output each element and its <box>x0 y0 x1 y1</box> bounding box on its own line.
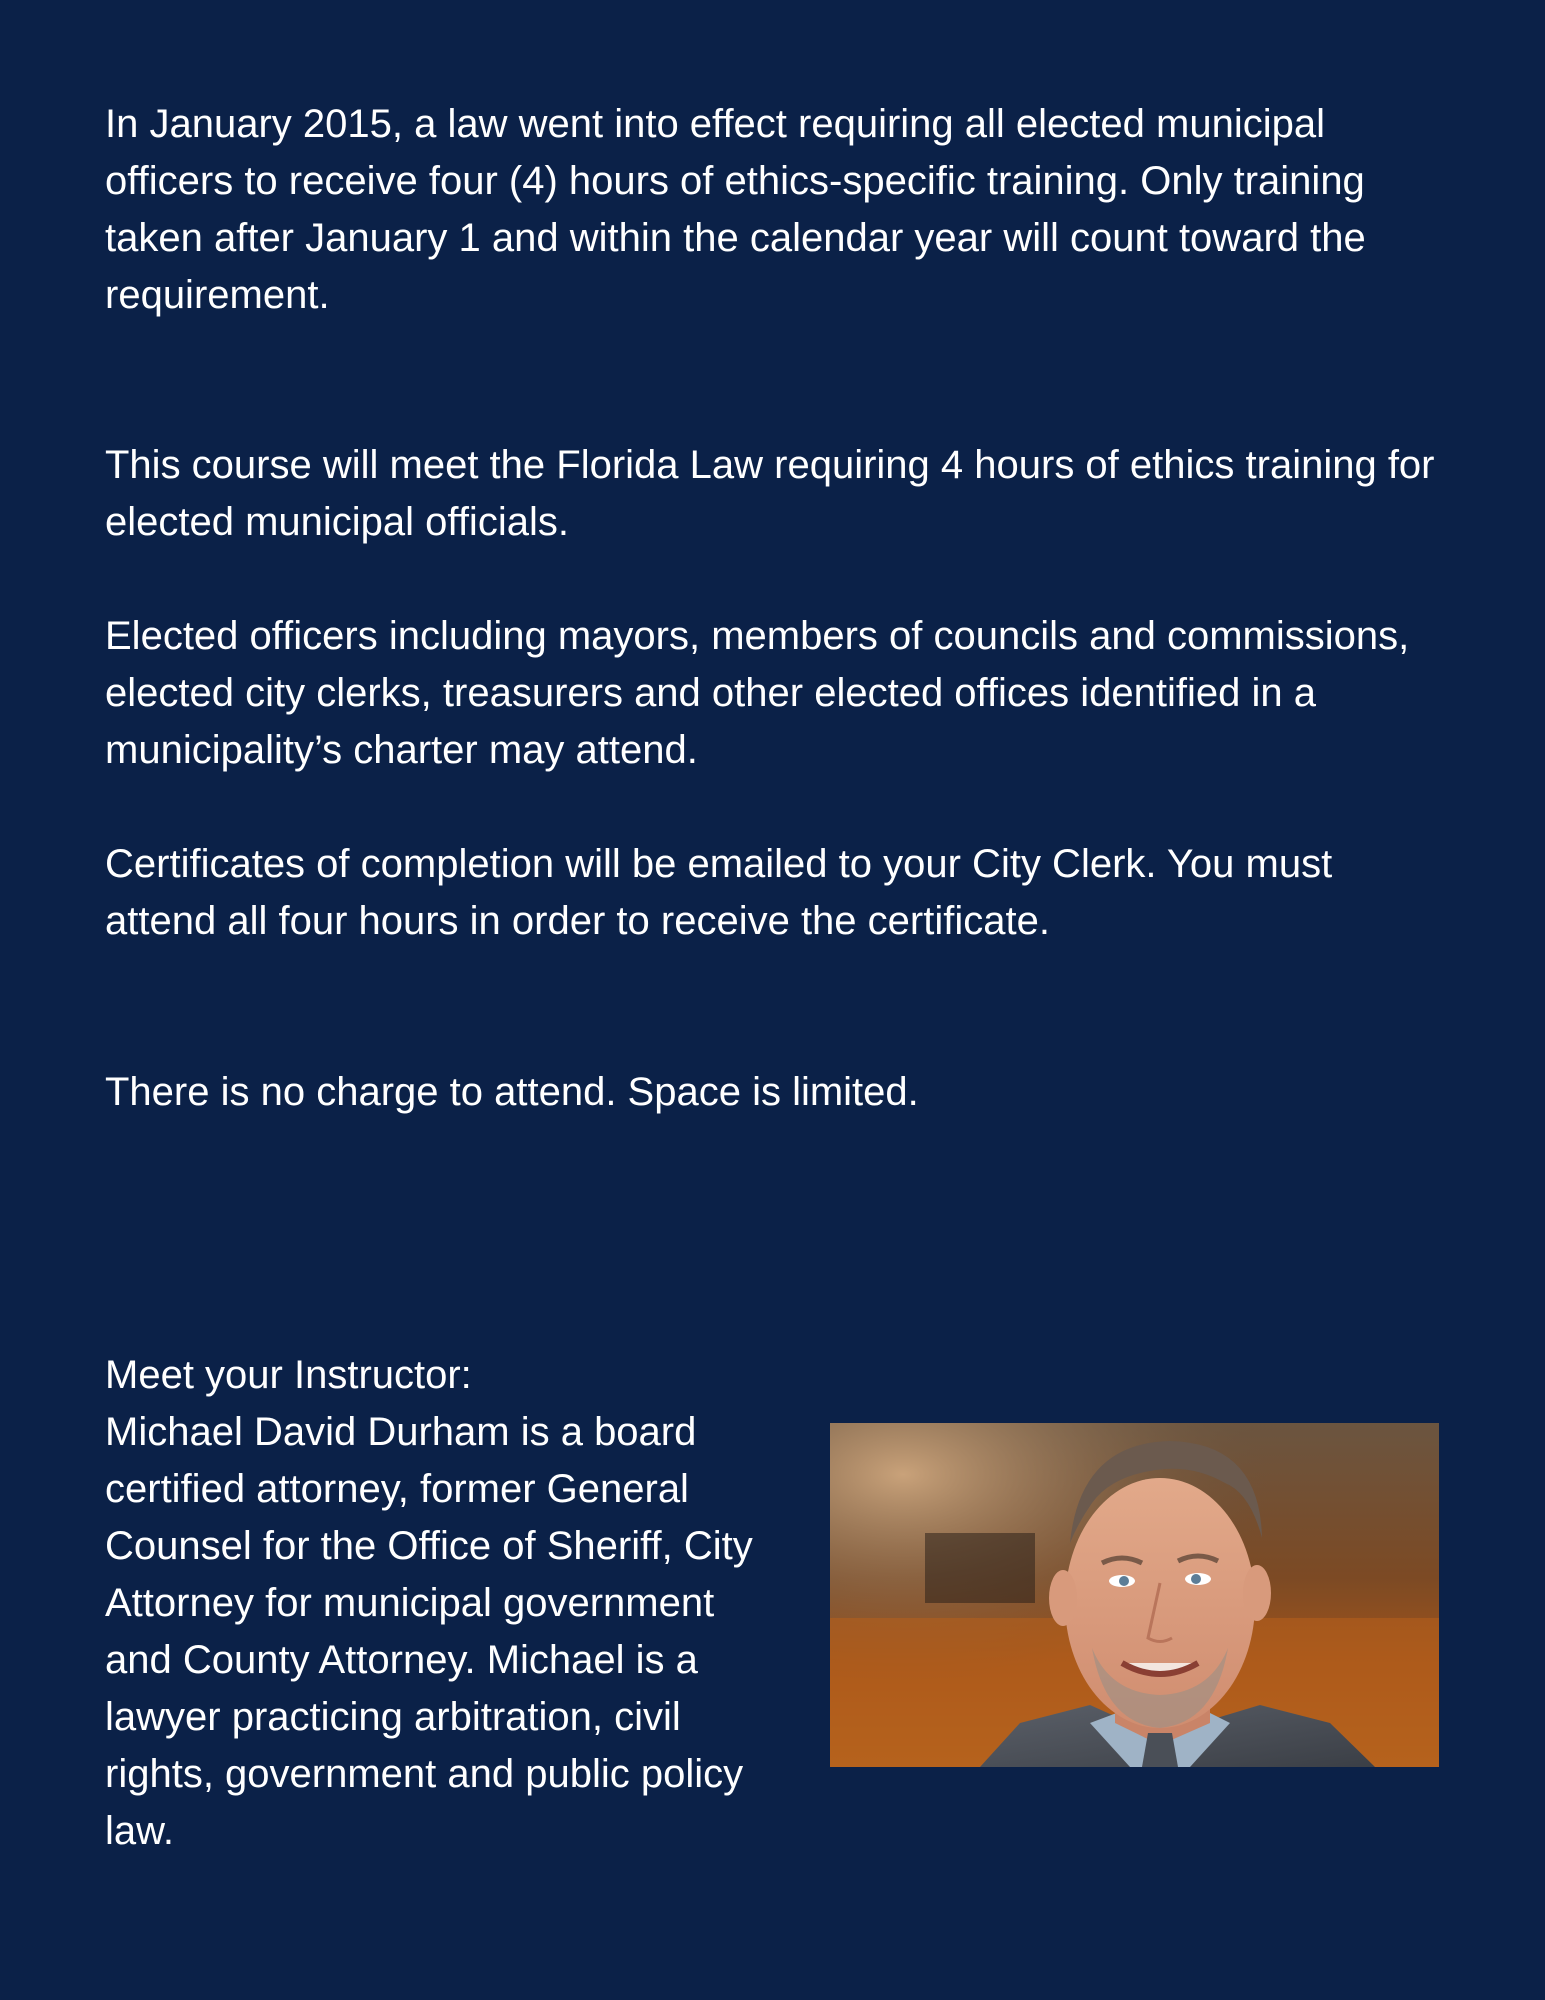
portrait-illustration <box>830 1423 1439 1767</box>
instructor-portrait-photo <box>830 1423 1439 1767</box>
paragraph-eligibility: Elected officers including mayors, members of councils and commissions, elected city clerks, treasurers and other elected offices identified in a municipality’s charter may attend. <box>105 614 1410 772</box>
instructor-bio: Michael David Durham is a board certified attorney, former General Counsel for the Office of Sheriff, City Attorney for municipal government and County Attorney. Michael is a lawyer practicing arbitration, civil rights, government and public policy law. <box>105 1410 753 1853</box>
photo-background-shadow <box>925 1533 1035 1603</box>
right-iris <box>1191 1574 1201 1584</box>
tie <box>1142 1733 1178 1767</box>
paragraph-course-meets-law: This course will meet the Florida Law requiring 4 hours of ethics training for elected municipal officials. <box>105 443 1435 544</box>
paragraph-certificates: Certificates of completion will be emailed to your City Clerk. You must attend all four hours in order to receive the certificate. <box>105 842 1333 943</box>
paragraph-law-intro: In January 2015, a law went into effect requiring all elected municipal officers to receive four (4) hours of ethics-specific training. Only training taken after January 1 and within the calendar year will count toward the requirement. <box>105 102 1366 317</box>
instructor-heading: Meet your Instructor: <box>105 1353 472 1397</box>
face <box>1065 1478 1255 1728</box>
left-iris <box>1119 1576 1129 1586</box>
left-ear <box>1049 1570 1077 1626</box>
right-ear <box>1243 1565 1271 1621</box>
paragraph-cost: There is no charge to attend. Space is limited. <box>105 1070 919 1114</box>
